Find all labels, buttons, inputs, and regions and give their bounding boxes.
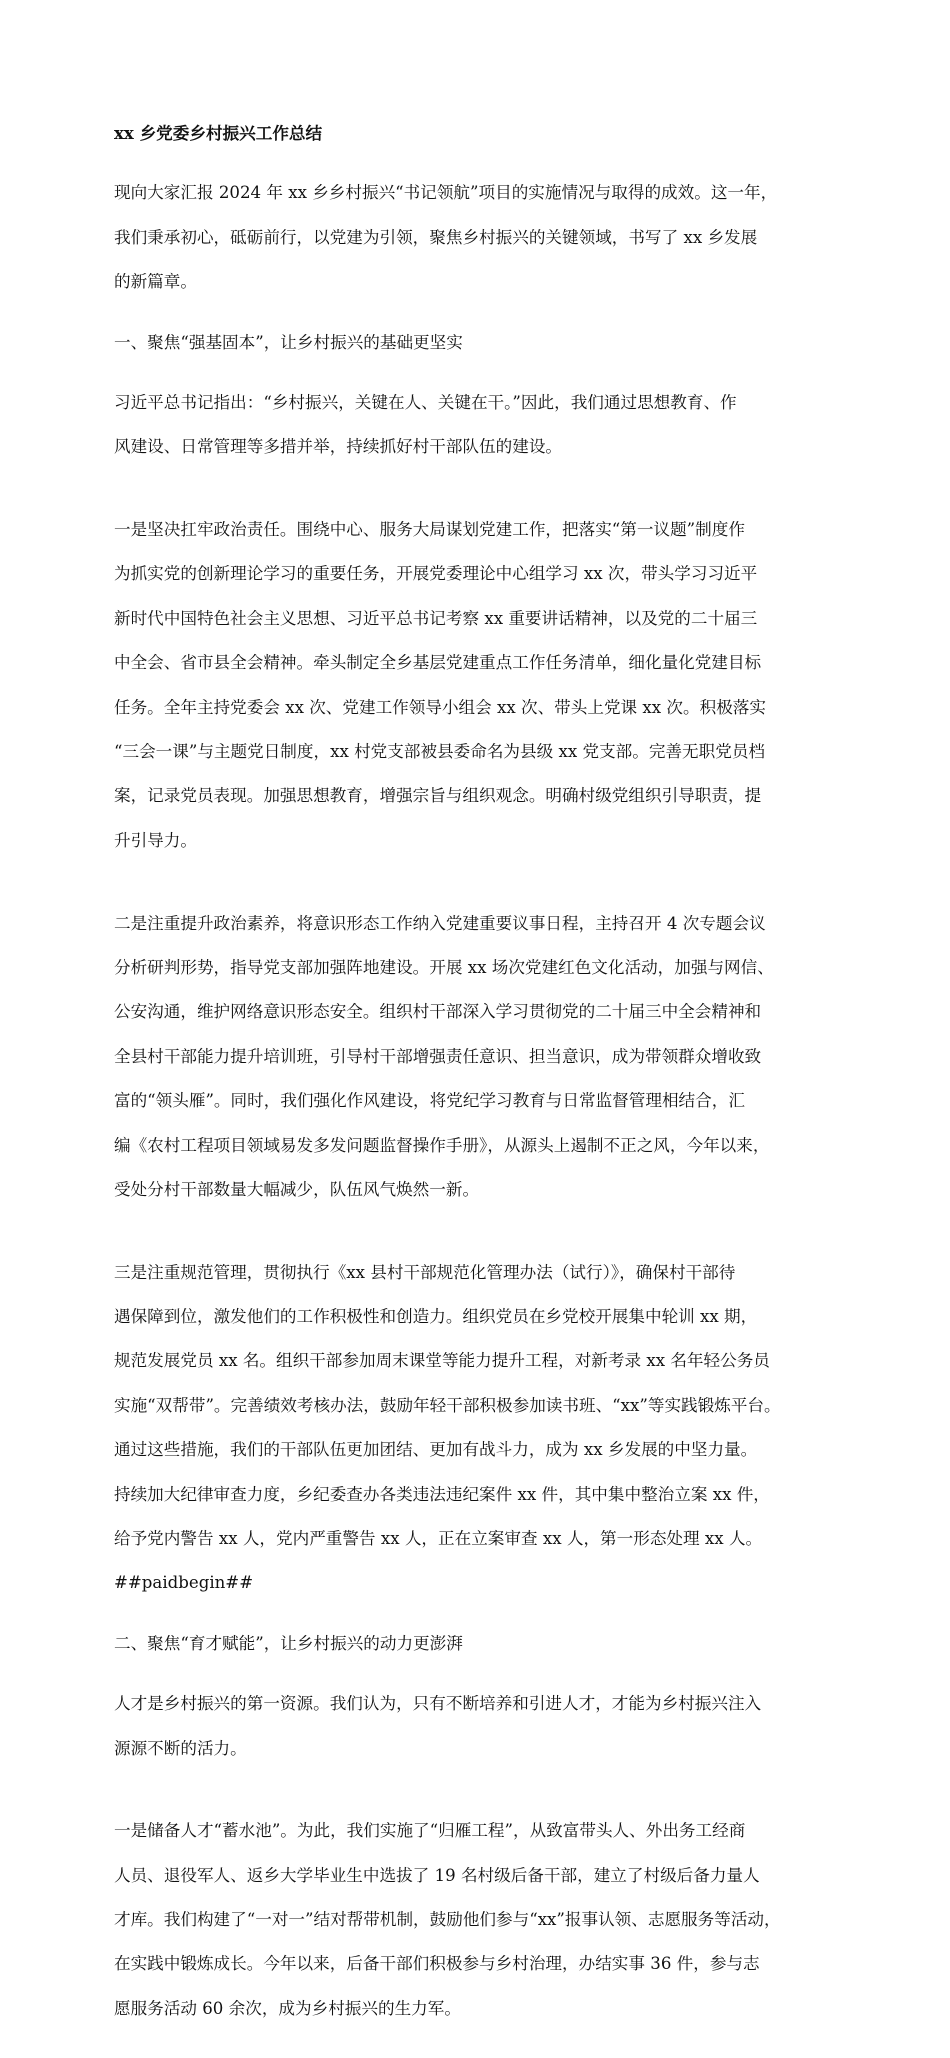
text-line: 源源不断的活力。 — [114, 1738, 247, 1758]
text-line: 编《农村工程项目领域易发多发问题监督操作手册》，从源头上遏制不正之风，今年以来， — [114, 1135, 770, 1155]
text-line: 分析研判形势，指导党支部加强阵地建设。开展 xx 场次党建红色文化活动，加强与网信、 — [114, 957, 774, 977]
text-line: 我们秉承初心，砥砺前行，以党建为引领，聚焦乡村振兴的关键领域，书写了 xx 乡发展 — [114, 227, 758, 247]
section-heading-1: 一、聚焦“强基固本”，让乡村振兴的基础更坚实 — [114, 332, 463, 352]
text-line: 在实践中锻炼成长。今年以来，后备干部们积极参与乡村治理，办结实事 36 件，参与志 — [114, 1954, 760, 1974]
intro-paragraph — [114, 160, 862, 315]
text-line: “三会一课”与主题党日制度，xx 村党支部被县委命名为县级 xx 党支部。完善无职党员档 — [114, 742, 766, 762]
text-line: 愿服务活动 60 余次，成为乡村振兴的生力军。 — [114, 1998, 461, 2018]
section2-paragraph-1 — [114, 1798, 862, 2042]
text-line: 实施“双帮带”。完善绩效考核办法，鼓励年轻干部积极参加读书班、“xx”等实践锻炼平台。 — [114, 1395, 781, 1415]
text-line: 规范发展党员 xx 名。组织干部参加周末课堂等能力提升工程，对新考录 xx 名年轻公务员 — [114, 1351, 770, 1371]
section-heading-2: 二、聚焦“育才赋能”，让乡村振兴的动力更澎湃 — [114, 1633, 463, 1653]
text-line: 新时代中国特色社会主义思想、习近平总书记考察 xx 重要讲话精神，以及党的二十届三 — [114, 608, 758, 628]
section1-intro-paragraph — [114, 370, 862, 481]
section1-paragraph-2 — [114, 890, 862, 1223]
text-line: 中全会、省市县全会精神。牵头制定全乡基层党建重点工作任务清单，细化量化党建目标 — [114, 653, 762, 673]
text-line: 一是储备人才“蓄水池”。为此，我们实施了“归雁工程”，从致富带头人、外出务工经商 — [114, 1821, 746, 1841]
text-line: 三是注重规范管理，贯彻执行《xx 县村干部规范化管理办法（试行）》，确保村干部待 — [114, 1262, 736, 1282]
text-line: 公安沟通，维护网络意识形态安全。组织村干部深入学习贯彻党的二十届三中全会精神和 — [114, 1002, 762, 1022]
text-line: 任务。全年主持党委会 xx 次、党建工作领导小组会 xx 次、带头上党课 xx 次。积极落实 — [114, 697, 766, 717]
text-line: 遇保障到位，激发他们的工作积极性和创造力。组织党员在乡党校开展集中轮训 xx 期， — [114, 1306, 758, 1326]
document-title: xx 乡党委乡村振兴工作总结 — [114, 123, 323, 143]
text-line: 的新篇章。 — [114, 272, 197, 292]
text-line: 案，记录党员表现。加强思想教育，增强宗旨与组织观念。明确村级党组织引导职责，提 — [114, 786, 762, 806]
text-line: 为抓实党的创新理论学习的重要任务，开展党委理论中心组学习 xx 次，带头学习习近平 — [114, 564, 758, 584]
text-line: 才库。我们构建了“一对一”结对帮带机制，鼓励他们参与“xx”报事认领、志愿服务等活动， — [114, 1910, 781, 1930]
text-line: 人员、退役军人、返乡大学毕业生中选拔了 19 名村级后备干部，建立了村级后备力量人 — [114, 1865, 760, 1885]
section1-paragraph-1 — [114, 497, 862, 874]
text-line: 人才是乡村振兴的第一资源。我们认为，只有不断培养和引进人才，才能为乡村振兴注入 — [114, 1694, 762, 1714]
text-line: 全县村干部能力提升培训班，引导村干部增强责任意识、担当意识，成为带领群众增收致 — [114, 1046, 762, 1066]
text-line: 受处分村干部数量大幅减少，队伍风气焕然一新。 — [114, 1179, 480, 1199]
text-line: 二是注重提升政治素养，将意识形态工作纳入党建重要议事日程，主持召开 4 次专题会议 — [114, 913, 766, 933]
text-line: 升引导力。 — [114, 830, 197, 850]
paid-begin-marker: ##paidbegin## — [114, 1573, 254, 1593]
text-line: 通过这些措施，我们的干部队伍更加团结、更加有战斗力，成为 xx 乡发展的中坚力量。 — [114, 1440, 758, 1460]
section1-paragraph-3 — [114, 1239, 862, 1616]
text-line: 给予党内警告 xx 人，党内严重警告 xx 人，正在立案审查 xx 人，第一形态处理 xx 人。 — [114, 1528, 763, 1548]
text-line: 习近平总书记指出：“乡村振兴，关键在人、关键在干。”因此，我们通过思想教育、作 — [114, 393, 737, 413]
text-line: 风建设、日常管理等多措并举，持续抓好村干部队伍的建设。 — [114, 437, 563, 457]
text-line: 现向大家汇报 2024 年 xx 乡乡村振兴“书记领航”项目的实施情况与取得的成效。这一年， — [114, 183, 778, 203]
text-line: 富的“领头雁”。同时，我们强化作风建设，将党纪学习教育与日常监督管理相结合，汇 — [114, 1091, 745, 1111]
section2-intro-paragraph — [114, 1671, 862, 1782]
document-page — [114, 122, 862, 2058]
text-line: 持续加大纪律审查力度，乡纪委查办各类违法违纪案件 xx 件，其中集中整治立案 xx 件， — [114, 1484, 770, 1504]
text-line: 一是坚决扛牢政治责任。围绕中心、服务大局谋划党建工作，把落实“第一议题”制度作 — [114, 520, 745, 540]
